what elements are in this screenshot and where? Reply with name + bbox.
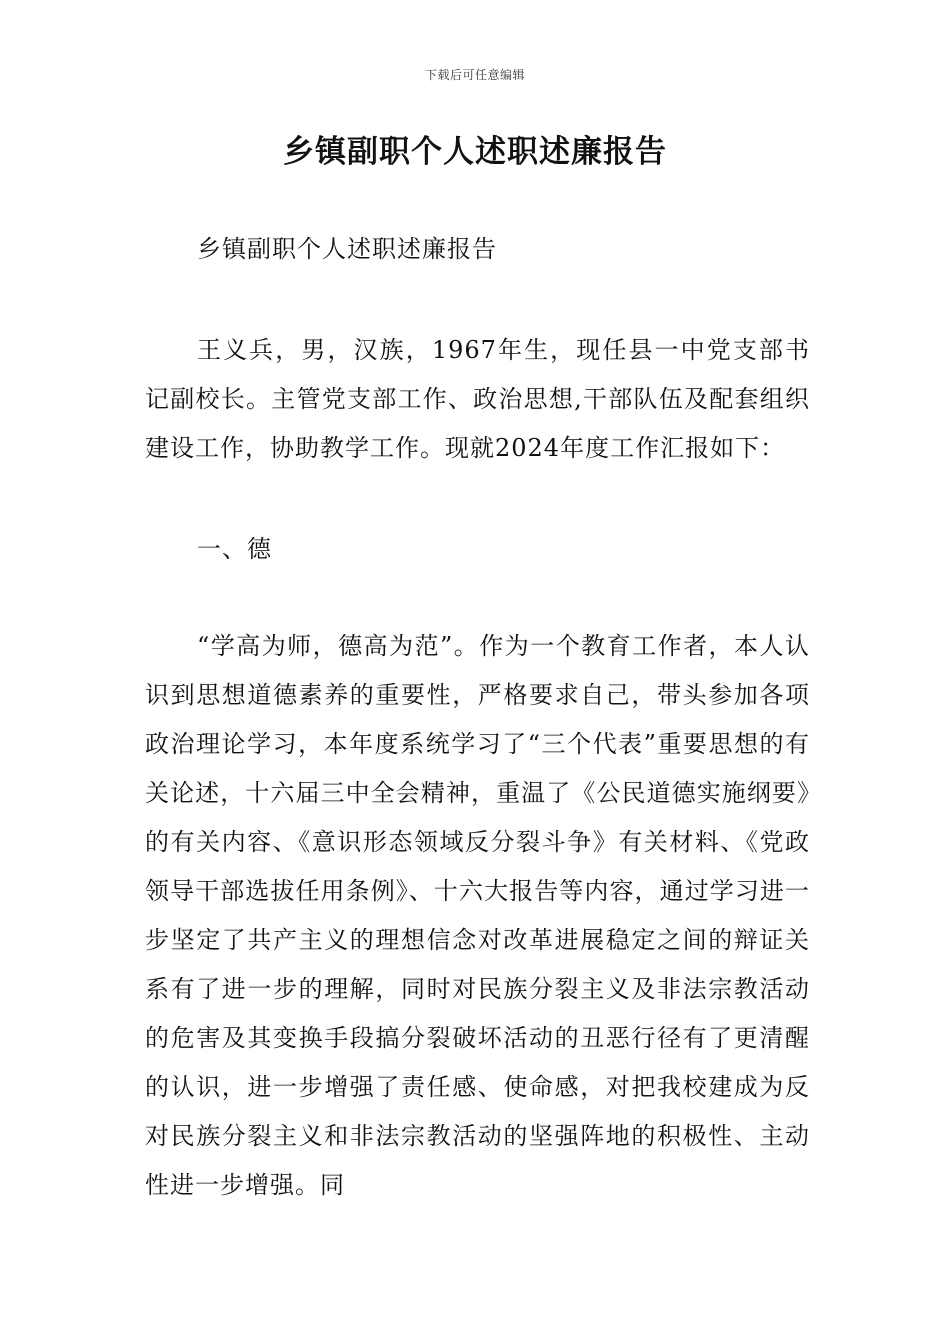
- section-paragraph: “学高为师，德高为范”。作为一个教育工作者，本人认识到思想道德素养的重要性，严格要求自己，带头参加各项政治理论学习，本年度系统学习了“三个代表”重要思想的有关论述，十六届三中全会精神，重温了《公民道德实施纲要》的有关内容、《意识形态领域反分裂斗争》有关材料、《党政领导干部选拔任用条例》、十六大报告等内容，通过学习进一步坚定了共产主义的理想信念对改革进展稳定之间的辩证关系有了进一步的理解，同时对民族分裂主义及非法宗教活动的危害及其变换手段搞分裂破坏活动的丑恶行径有了更清醒的认识，进一步增强了责任感、使命感，对把我校建成为反对民族分裂主义和非法宗教活动的坚强阵地的积极性、主动性进一步增强。同: [145, 632, 810, 1199]
- intro-paragraph: 王义兵，男，汉族，1967年生，现任县一中党支部书记副校长。主管党支部工作、政治思想,干部队伍及配套组织建设工作，协助教学工作。现就2024年度工作汇报如下：: [145, 336, 810, 462]
- header-note: 下载后可任意编辑: [424, 68, 525, 82]
- section-heading: 一、德: [197, 535, 272, 563]
- document-subtitle: 乡镇副职个人述职述廉报告: [197, 235, 497, 263]
- document-title: 乡镇副职个人述职述廉报告: [283, 134, 667, 170]
